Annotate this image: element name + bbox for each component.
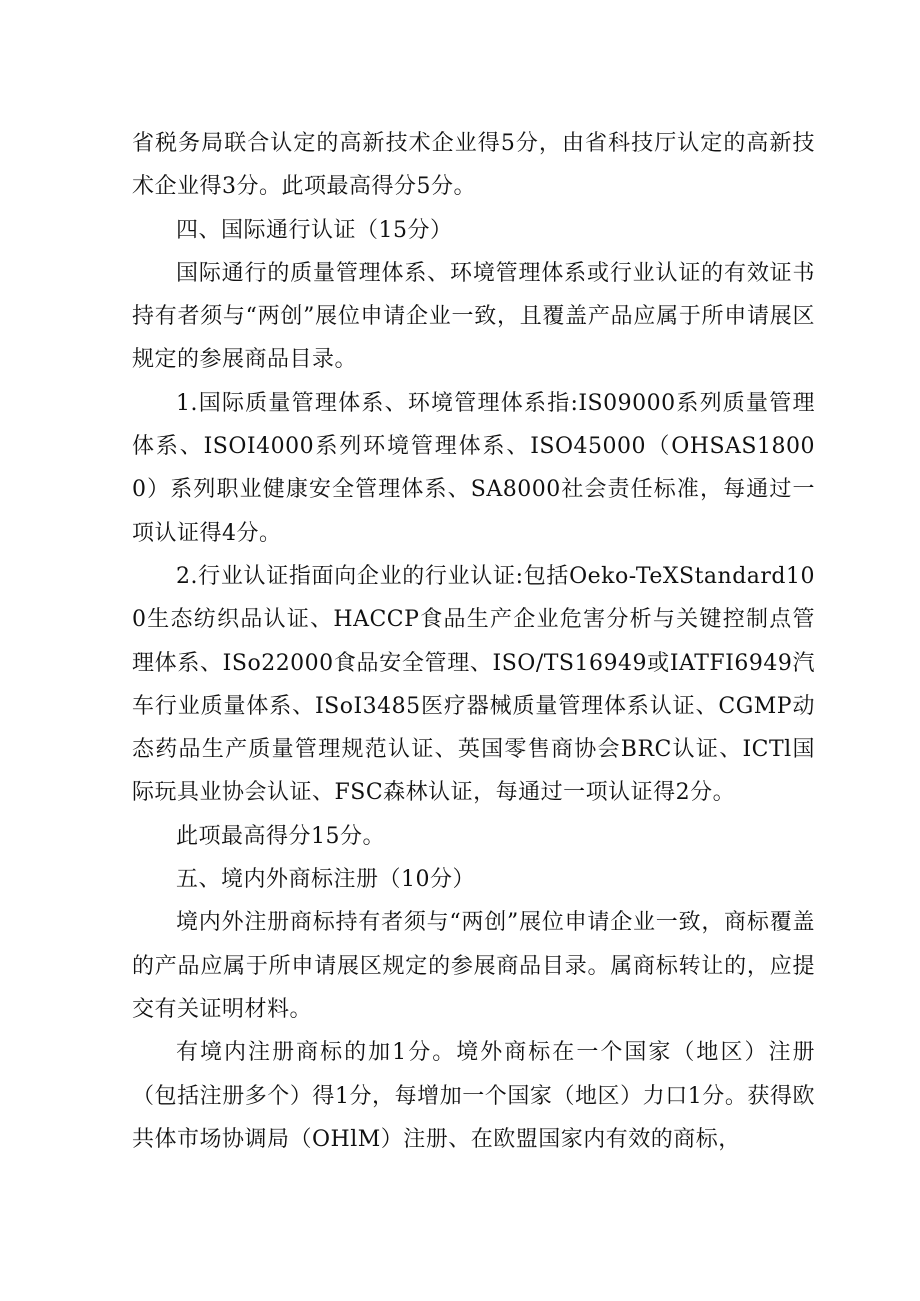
paragraph-trademark-scoring: 有境内注册商标的加1分。境外商标在一个国家（地区）注册（包括注册多个）得1分，每增加一个国家（地区）力口1分。获得欧共体市场协调局（OHlM）注册、在欧盟国家内有效的商标， (132, 1040, 815, 1152)
paragraph-high-tech-scoring: 省税务局联合认定的高新技术企业得5分，由省科技厅认定的高新技术企业得3分。此项最高得分5分。 (132, 131, 815, 200)
paragraph-certification-max-score: 此项最高得分15分。 (176, 823, 385, 849)
paragraph-quality-environment-systems: 1.国际质量管理体系、环境管理体系指:IS09000系列质量管理体系、ISOI4000系列环境管理体系、ISO45000（OHSAS18000）系列职业健康安全管理体系、SA8000社会责任标准，每通过一项认证得4分。 (132, 390, 815, 546)
document-body (132, 122, 815, 1161)
section-heading-trademark-registration: 五、境内外商标注册（10分） (176, 867, 475, 893)
paragraph-industry-certifications: 2.行业认证指面向企业的行业认证:包括Oeko-TeXStandard100生态纺织品认证、HACCP食品生产企业危害分析与关键控制点管理体系、ISo22000食品安全管理、ISO/TS16949或IATFI6949汽车行业质量体系、ISoI3485医疗器械质量管理体系认证、CGMP动态药品生产质量管理规范认证、英国零售商协会BRC认证、ICTl国际玩具业协会认证、FSC森林认证，每通过一项认证得2分。 (132, 563, 815, 806)
paragraph-certification-requirements: 国际通行的质量管理体系、环境管理体系或行业认证的有效证书持有者须与“两创”展位申请企业一致，且覆盖产品应属于所申请展区规定的参展商品目录。 (132, 260, 815, 373)
paragraph-trademark-requirements: 境内外注册商标持有者须与“两创”展位申请企业一致，商标覆盖的产品应属于所申请展区规定的参展商品目录。属商标转让的，应提交有关证明材料。 (132, 910, 815, 1022)
section-heading-international-certification: 四、国际通行认证（15分） (176, 217, 453, 243)
